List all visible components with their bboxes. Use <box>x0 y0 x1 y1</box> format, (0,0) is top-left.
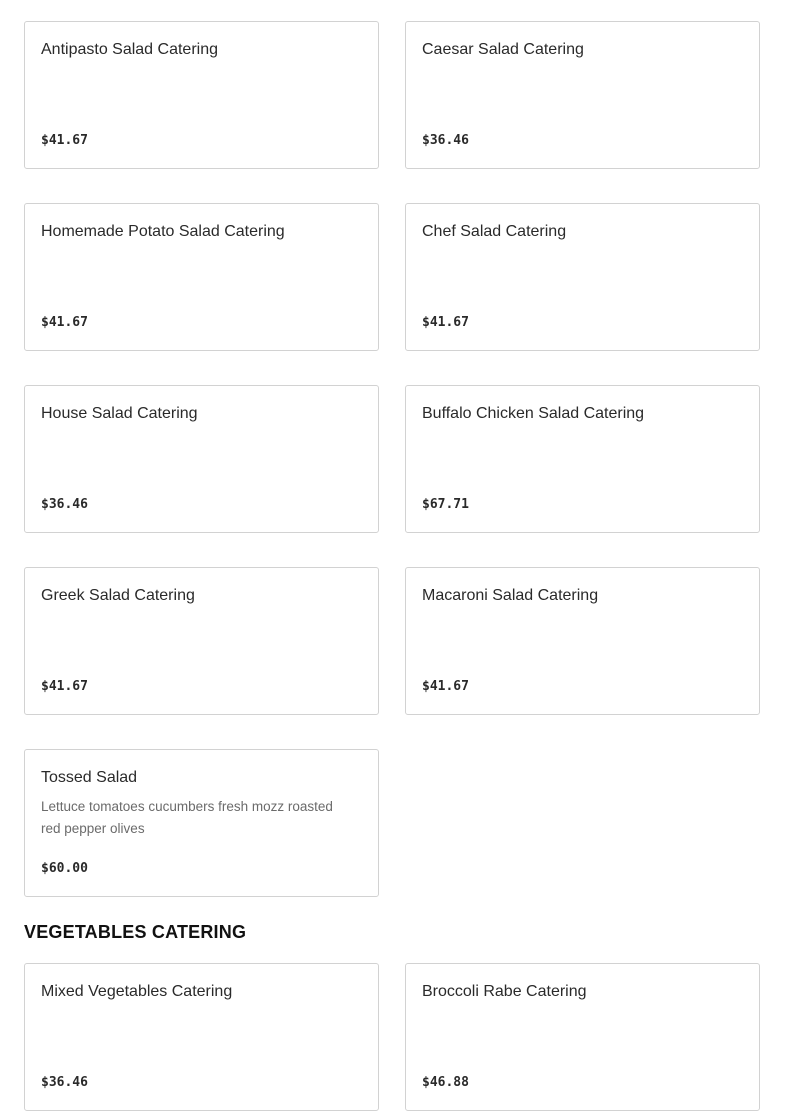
item-price: $41.67 <box>422 679 469 694</box>
item-name: Broccoli Rabe Catering <box>422 983 587 1000</box>
item-price: $67.71 <box>422 497 469 512</box>
item-name: Greek Salad Catering <box>41 587 195 604</box>
item-price: $41.67 <box>41 133 88 148</box>
menu-item-card[interactable] <box>405 963 760 1111</box>
item-price: $41.67 <box>41 315 88 330</box>
item-name: Tossed Salad <box>41 769 138 786</box>
item-price: $36.46 <box>41 497 88 512</box>
item-name: Mixed Vegetables Catering <box>41 983 233 1000</box>
menu-item-card[interactable] <box>24 567 379 715</box>
item-price: $41.67 <box>41 679 88 694</box>
item-name: Homemade Potato Salad Catering <box>41 223 285 240</box>
item-price: $60.00 <box>41 861 88 876</box>
item-name: Macaroni Salad Catering <box>422 587 599 604</box>
section-title: VEGETABLES CATERING <box>24 922 247 942</box>
menu-item-card[interactable] <box>24 963 379 1111</box>
menu-item-card[interactable] <box>405 567 760 715</box>
item-name: Chef Salad Catering <box>422 223 567 240</box>
item-price: $36.46 <box>422 133 469 148</box>
menu-item-card[interactable] <box>405 21 760 169</box>
item-name: House Salad Catering <box>41 405 198 422</box>
item-price: $41.67 <box>422 315 469 330</box>
menu-item-card[interactable] <box>405 385 760 533</box>
item-price: $36.46 <box>41 1075 88 1090</box>
item-name: Caesar Salad Catering <box>422 41 584 58</box>
item-price: $46.88 <box>422 1075 469 1090</box>
menu-item-card[interactable] <box>24 749 379 897</box>
menu-item-card[interactable] <box>24 203 379 351</box>
menu-item-card[interactable] <box>24 385 379 533</box>
item-name: Buffalo Chicken Salad Catering <box>422 405 645 422</box>
menu-item-card[interactable] <box>24 21 379 169</box>
item-description: Lettuce tomatoes cucumbers fresh mozz roasted red pepper olives <box>41 799 333 836</box>
menu-item-card[interactable] <box>405 203 760 351</box>
item-name: Antipasto Salad Catering <box>41 41 218 58</box>
